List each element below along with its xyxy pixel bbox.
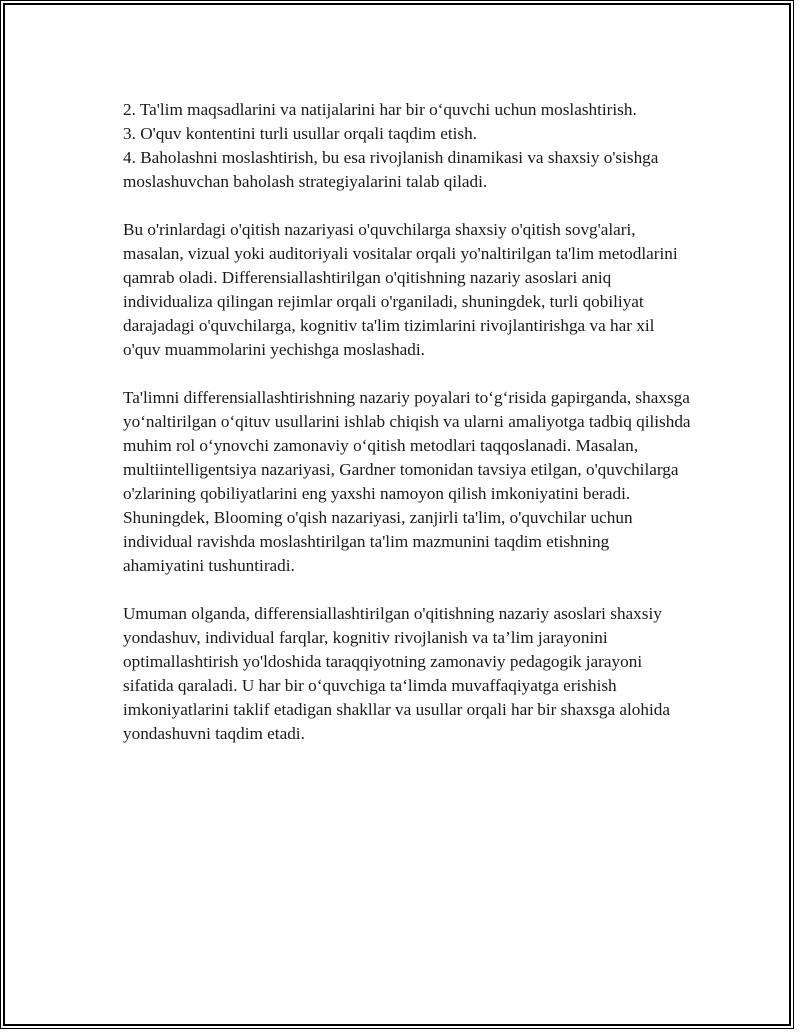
page-frame <box>3 3 791 1026</box>
list-item-4: 4. Baholashni moslashtirish, bu esa rivojlanish dinamikasi va shaxsiy o'sishga moslashuvchan baholash strategiyalarini talab qiladi. <box>123 148 659 191</box>
list-item-3: 3. O'quv kontentini turli usullar orqali taqdim etish. <box>123 124 477 143</box>
paragraph-2: Ta'limni differensiallashtirishning nazariy poyalari to‘g‘risida gapirganda, shaxsga yo‘naltirilgan o‘qituv usullarini ishlab chiqish va ularni amaliyotga tadbiq qilishda muhim rol o‘ynovchi zamonaviy o‘qitish metodlari taqqoslanadi. Masalan, multiintelligentsiya nazariyasi, Gardner tomonidan tavsiya etilgan, o'quvchilarga o'zlarining qobiliyatlarini eng yaxshi namoyon qilish imkoniyatini beradi. Shuningdek, Blooming o'qish nazariyasi, zanjirli ta'lim, o'quvchilar uchun individual ravishda moslashtirilgan ta'lim mazmunini taqdim etishning ahamiyatini tushuntiradi. <box>123 388 691 575</box>
numbered-list <box>123 98 693 194</box>
paragraph-1: Bu o'rinlardagi o'qitish nazariyasi o'quvchilarga shaxsiy o'qitish sovg'alari, masalan, vizual yoki auditoriyali vositalar orqali yo'naltirilgan ta'lim metodlarini qamrab oladi. Differensiallashtirilgan o'qitishning nazariy asoslari aniq individualiza qilingan rejimlar orqali o'rganiladi, shuningdek, turli qobiliyat darajadagi o'quvchilarga, kognitiv ta'lim tizimlarini rivojlantirishga va har xil o'quv muammolarini yechishga moslashadi. <box>123 220 678 359</box>
document-body <box>123 98 693 746</box>
paragraph-3: Umuman olganda, differensiallashtirilgan o'qitishning nazariy asoslari shaxsiy yondashuv, individual farqlar, kognitiv rivojlanish va ta’lim jarayonini optimallashtirish yo'ldoshida taraqqiyotning zamonaviy pedagogik jarayoni sifatida qaraladi. U har bir o‘quvchiga ta‘limda muvaffaqiyatga erishish imkoniyatlarini taklif etadigan shakllar va usullar orqali har bir shaxsga alohida yondashuvni taqdim etadi. <box>123 604 670 743</box>
list-item-2: 2. Ta'lim maqsadlarini va natijalarini har bir o‘quvchi uchun moslashtirish. <box>123 100 637 119</box>
